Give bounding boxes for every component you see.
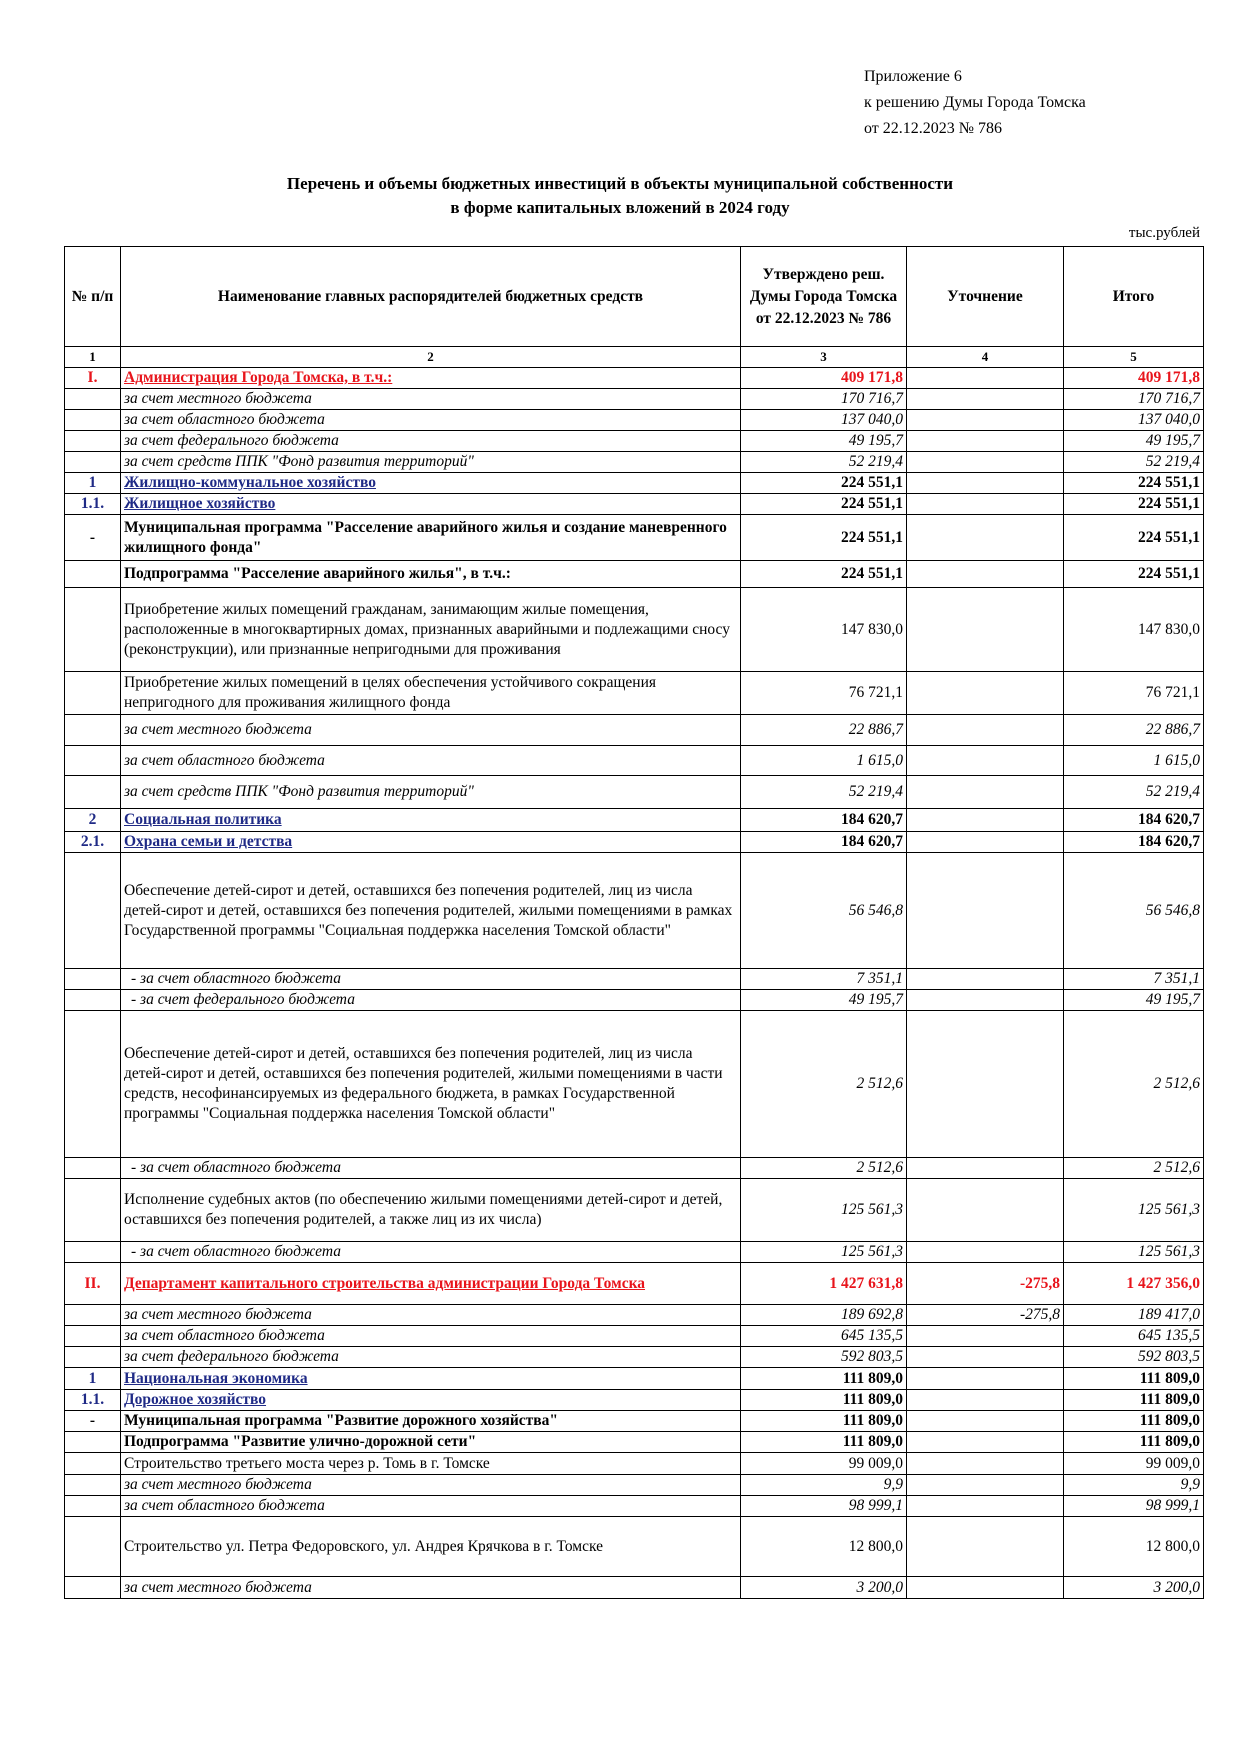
cell-no: [65, 1577, 121, 1599]
cell-approved: 184 620,7: [741, 832, 907, 853]
cell-change: [907, 1158, 1064, 1179]
cell-approved: 645 135,5: [741, 1326, 907, 1347]
table-row: [65, 561, 1204, 588]
cell-no: [65, 776, 121, 809]
cell-approved: 170 716,7: [741, 389, 907, 410]
cell-approved: 189 692,8: [741, 1305, 907, 1326]
cell-approved: 22 886,7: [741, 715, 907, 746]
cell-no: [65, 715, 121, 746]
table-row: [65, 832, 1204, 853]
cell-no: [65, 1517, 121, 1577]
table-row: [65, 1263, 1204, 1305]
table-row: [65, 1517, 1204, 1577]
cell-approved: 184 620,7: [741, 809, 907, 832]
cell-no: [65, 853, 121, 969]
cell-approved: 49 195,7: [741, 431, 907, 452]
cell-change: [907, 746, 1064, 776]
cell-total: 111 809,0: [1064, 1390, 1204, 1411]
cell-change: [907, 452, 1064, 473]
cell-total: 125 561,3: [1064, 1179, 1204, 1242]
cell-total: 76 721,1: [1064, 672, 1204, 715]
cell-name: Охрана семьи и детства: [121, 832, 741, 853]
cell-change: [907, 1390, 1064, 1411]
cell-total: 224 551,1: [1064, 561, 1204, 588]
cell-approved: 111 809,0: [741, 1390, 907, 1411]
cell-name: Строительство ул. Петра Федоровского, ул. Андрея Крячкова в г. Томске: [121, 1517, 741, 1577]
table-row: [65, 672, 1204, 715]
cell-no: [65, 1453, 121, 1475]
cell-total: 170 716,7: [1064, 389, 1204, 410]
cell-no: 1.1.: [65, 1390, 121, 1411]
cell-name: Социальная политика: [121, 809, 741, 832]
cell-approved: 99 009,0: [741, 1453, 907, 1475]
cell-no: I.: [65, 368, 121, 389]
cell-change: [907, 1011, 1064, 1158]
table-body: [65, 368, 1204, 1599]
header-change: Уточнение: [907, 247, 1064, 347]
cell-name: Жилищное хозяйство: [121, 494, 741, 515]
cell-change: [907, 1496, 1064, 1517]
cell-total: 645 135,5: [1064, 1326, 1204, 1347]
cell-total: 111 809,0: [1064, 1432, 1204, 1453]
column-index-row: [65, 347, 1204, 368]
cell-approved: 98 999,1: [741, 1496, 907, 1517]
cell-change: [907, 588, 1064, 672]
col-index: 3: [741, 347, 907, 368]
cell-approved: 224 551,1: [741, 561, 907, 588]
cell-change: [907, 1475, 1064, 1496]
table-row: [65, 431, 1204, 452]
col-index: 1: [65, 347, 121, 368]
cell-total: 12 800,0: [1064, 1517, 1204, 1577]
cell-change: -275,8: [907, 1305, 1064, 1326]
cell-approved: 125 561,3: [741, 1179, 907, 1242]
table-row: [65, 1326, 1204, 1347]
cell-approved: 592 803,5: [741, 1347, 907, 1368]
cell-no: 1: [65, 1368, 121, 1390]
cell-total: 137 040,0: [1064, 410, 1204, 431]
cell-total: 409 171,8: [1064, 368, 1204, 389]
table-row: [65, 473, 1204, 494]
cell-name: Муниципальная программа "Развитие дорожного хозяйства": [121, 1411, 741, 1432]
title-line-2: в форме капитальных вложений в 2024 году: [450, 198, 790, 217]
cell-name: Дорожное хозяйство: [121, 1390, 741, 1411]
cell-no: II.: [65, 1263, 121, 1305]
cell-name: - за счет областного бюджета: [121, 969, 741, 990]
cell-no: 2.1.: [65, 832, 121, 853]
cell-change: [907, 473, 1064, 494]
table-row: [65, 1496, 1204, 1517]
cell-no: [65, 1179, 121, 1242]
appendix-line-1: Приложение 6: [864, 68, 962, 85]
cell-total: 3 200,0: [1064, 1577, 1204, 1599]
table-row: [65, 588, 1204, 672]
cell-name: - за счет областного бюджета: [121, 1242, 741, 1263]
cell-no: [65, 431, 121, 452]
cell-total: 1 615,0: [1064, 746, 1204, 776]
cell-total: 99 009,0: [1064, 1453, 1204, 1475]
cell-change: [907, 1368, 1064, 1390]
cell-change: [907, 853, 1064, 969]
table-row: [65, 410, 1204, 431]
cell-name: за счет местного бюджета: [121, 389, 741, 410]
cell-change: [907, 368, 1064, 389]
cell-approved: 224 551,1: [741, 494, 907, 515]
table-row: [65, 1242, 1204, 1263]
cell-name: Обеспечение детей-сирот и детей, оставшихся без попечения родителей, лиц из числа детей-сирот и детей, оставшихся без попечения родителей, жилыми помещениями в рамках Государственной программы "Социальная поддержка населения Томской области": [121, 853, 741, 969]
cell-change: [907, 672, 1064, 715]
cell-no: [65, 1242, 121, 1263]
cell-total: 2 512,6: [1064, 1011, 1204, 1158]
cell-change: [907, 1577, 1064, 1599]
cell-total: 49 195,7: [1064, 431, 1204, 452]
cell-name: - за счет областного бюджета: [121, 1158, 741, 1179]
cell-approved: 111 809,0: [741, 1432, 907, 1453]
cell-approved: 111 809,0: [741, 1368, 907, 1390]
cell-total: 7 351,1: [1064, 969, 1204, 990]
table-row: [65, 853, 1204, 969]
cell-approved: 2 512,6: [741, 1158, 907, 1179]
cell-name: Департамент капитального строительства администрации Города Томска: [121, 1263, 741, 1305]
cell-name: Исполнение судебных актов (по обеспечению жилыми помещениями детей-сирот и детей, оставшихся без попечения родителей, а также лиц из их числа): [121, 1179, 741, 1242]
table-row: [65, 1347, 1204, 1368]
cell-no: [65, 1011, 121, 1158]
cell-total: 184 620,7: [1064, 809, 1204, 832]
cell-total: 2 512,6: [1064, 1158, 1204, 1179]
cell-total: 52 219,4: [1064, 776, 1204, 809]
cell-change: [907, 1179, 1064, 1242]
cell-change: [907, 1326, 1064, 1347]
cell-no: [65, 969, 121, 990]
cell-approved: 224 551,1: [741, 473, 907, 494]
cell-total: 189 417,0: [1064, 1305, 1204, 1326]
cell-change: [907, 1517, 1064, 1577]
header-approved: Утверждено реш. Думы Города Томска от 22.12.2023 № 786: [741, 247, 907, 347]
cell-total: 1 427 356,0: [1064, 1263, 1204, 1305]
cell-approved: 111 809,0: [741, 1411, 907, 1432]
cell-no: -: [65, 1411, 121, 1432]
cell-change: [907, 776, 1064, 809]
cell-approved: 147 830,0: [741, 588, 907, 672]
cell-total: 111 809,0: [1064, 1411, 1204, 1432]
cell-approved: 2 512,6: [741, 1011, 907, 1158]
cell-no: [65, 452, 121, 473]
cell-no: [65, 672, 121, 715]
cell-name: Жилищно-коммунальное хозяйство: [121, 473, 741, 494]
table-row: [65, 990, 1204, 1011]
cell-no: 1: [65, 473, 121, 494]
cell-total: 98 999,1: [1064, 1496, 1204, 1517]
cell-total: 592 803,5: [1064, 1347, 1204, 1368]
cell-no: 1.1.: [65, 494, 121, 515]
cell-change: [907, 809, 1064, 832]
cell-name: Администрация Города Томска, в т.ч.:: [121, 368, 741, 389]
cell-total: 224 551,1: [1064, 515, 1204, 561]
cell-name: за счет областного бюджета: [121, 1496, 741, 1517]
cell-name: за счет федерального бюджета: [121, 1347, 741, 1368]
units-label: тыс.рублей: [1128, 225, 1200, 241]
cell-change: [907, 515, 1064, 561]
cell-no: [65, 1305, 121, 1326]
cell-name: за счет областного бюджета: [121, 746, 741, 776]
cell-total: 56 546,8: [1064, 853, 1204, 969]
col-index: 5: [1064, 347, 1204, 368]
cell-total: 49 195,7: [1064, 990, 1204, 1011]
cell-total: 22 886,7: [1064, 715, 1204, 746]
table-row: [65, 1577, 1204, 1599]
table-row: [65, 1179, 1204, 1242]
cell-approved: 409 171,8: [741, 368, 907, 389]
cell-total: 52 219,4: [1064, 452, 1204, 473]
cell-change: [907, 431, 1064, 452]
header-no: № п/п: [65, 247, 121, 347]
cell-approved: 224 551,1: [741, 515, 907, 561]
cell-no: [65, 1326, 121, 1347]
table-row: [65, 1011, 1204, 1158]
cell-approved: 137 040,0: [741, 410, 907, 431]
title-line-1: Перечень и объемы бюджетных инвестиций в объекты муниципальной собственности: [286, 174, 954, 193]
table-row: [65, 1475, 1204, 1496]
cell-no: [65, 1347, 121, 1368]
table-row: [65, 1368, 1204, 1390]
cell-change: [907, 969, 1064, 990]
cell-change: [907, 1242, 1064, 1263]
table-row: [65, 452, 1204, 473]
table-row: [65, 1158, 1204, 1179]
cell-name: за счет местного бюджета: [121, 1305, 741, 1326]
table-row: [65, 1305, 1204, 1326]
cell-name: Строительство третьего моста через р. Томь в г. Томске: [121, 1453, 741, 1475]
cell-change: [907, 389, 1064, 410]
cell-total: 9,9: [1064, 1475, 1204, 1496]
table-row: [65, 1411, 1204, 1432]
table-row: [65, 1390, 1204, 1411]
cell-no: [65, 410, 121, 431]
cell-name: - за счет федерального бюджета: [121, 990, 741, 1011]
cell-change: [907, 561, 1064, 588]
cell-no: [65, 389, 121, 410]
cell-change: [907, 715, 1064, 746]
cell-approved: 125 561,3: [741, 1242, 907, 1263]
cell-change: [907, 1453, 1064, 1475]
table-row: [65, 515, 1204, 561]
cell-name: Подпрограмма "Расселение аварийного жилья", в т.ч.:: [121, 561, 741, 588]
cell-total: 147 830,0: [1064, 588, 1204, 672]
cell-name: за счет средств ППК "Фонд развития территорий": [121, 776, 741, 809]
budget-table: [64, 246, 1204, 1599]
cell-total: 184 620,7: [1064, 832, 1204, 853]
appendix-note: [864, 64, 1086, 142]
cell-name: Подпрограмма "Развитие улично-дорожной сети": [121, 1432, 741, 1453]
cell-name: Приобретение жилых помещений в целях обеспечения устойчивого сокращения непригодного для проживания жилищного фонда: [121, 672, 741, 715]
cell-name: за счет областного бюджета: [121, 410, 741, 431]
cell-no: [65, 1475, 121, 1496]
document-title: [60, 172, 1180, 220]
cell-total: 224 551,1: [1064, 494, 1204, 515]
table-row: [65, 1432, 1204, 1453]
cell-name: за счет средств ППК "Фонд развития территорий": [121, 452, 741, 473]
col-index: 4: [907, 347, 1064, 368]
cell-name: за счет местного бюджета: [121, 715, 741, 746]
cell-no: -: [65, 515, 121, 561]
cell-change: [907, 1432, 1064, 1453]
appendix-line-3: от 22.12.2023 № 786: [864, 120, 1003, 137]
appendix-line-2: к решению Думы Города Томска: [864, 94, 1086, 111]
cell-name: Приобретение жилых помещений гражданам, занимающим жилые помещения, расположенные в многоквартирных домах, признанных аварийными и подлежащими сносу (реконструкции), или признанные непригодными для проживания: [121, 588, 741, 672]
cell-approved: 3 200,0: [741, 1577, 907, 1599]
table-row: [65, 969, 1204, 990]
cell-no: [65, 1158, 121, 1179]
cell-approved: 56 546,8: [741, 853, 907, 969]
header-total: Итого: [1064, 247, 1204, 347]
cell-change: [907, 1411, 1064, 1432]
cell-no: [65, 588, 121, 672]
cell-no: 2: [65, 809, 121, 832]
cell-no: [65, 1496, 121, 1517]
col-index: 2: [121, 347, 741, 368]
cell-approved: 9,9: [741, 1475, 907, 1496]
cell-approved: 49 195,7: [741, 990, 907, 1011]
table-row: [65, 715, 1204, 746]
table-row: [65, 389, 1204, 410]
cell-name: за счет местного бюджета: [121, 1475, 741, 1496]
table-row: [65, 494, 1204, 515]
cell-total: 224 551,1: [1064, 473, 1204, 494]
cell-approved: 52 219,4: [741, 452, 907, 473]
cell-approved: 7 351,1: [741, 969, 907, 990]
table-header-row: [65, 247, 1204, 347]
cell-total: 111 809,0: [1064, 1368, 1204, 1390]
cell-no: [65, 746, 121, 776]
cell-name: Муниципальная программа "Расселение аварийного жилья и создание маневренного жилищного фонда": [121, 515, 741, 561]
cell-total: 125 561,3: [1064, 1242, 1204, 1263]
cell-change: [907, 494, 1064, 515]
cell-change: [907, 832, 1064, 853]
table-row: [65, 746, 1204, 776]
table-row: [65, 809, 1204, 832]
cell-change: [907, 1347, 1064, 1368]
cell-name: за счет федерального бюджета: [121, 431, 741, 452]
table-row: [65, 368, 1204, 389]
cell-change: [907, 410, 1064, 431]
cell-no: [65, 990, 121, 1011]
cell-name: за счет областного бюджета: [121, 1326, 741, 1347]
cell-name: Национальная экономика: [121, 1368, 741, 1390]
table-row: [65, 1453, 1204, 1475]
table-row: [65, 776, 1204, 809]
cell-approved: 1 427 631,8: [741, 1263, 907, 1305]
cell-no: [65, 1432, 121, 1453]
header-name: Наименование главных распорядителей бюджетных средств: [121, 247, 741, 347]
cell-change: [907, 990, 1064, 1011]
cell-approved: 52 219,4: [741, 776, 907, 809]
cell-no: [65, 561, 121, 588]
cell-approved: 12 800,0: [741, 1517, 907, 1577]
cell-name: за счет местного бюджета: [121, 1577, 741, 1599]
cell-change: -275,8: [907, 1263, 1064, 1305]
cell-approved: 1 615,0: [741, 746, 907, 776]
cell-name: Обеспечение детей-сирот и детей, оставшихся без попечения родителей, лиц из числа детей-сирот и детей, оставшихся без попечения родителей, жилыми помещениями в части средств, несофинансируемых из федерального бюджета, в рамках Государственной программы "Социальная поддержка населения Томской области": [121, 1011, 741, 1158]
cell-approved: 76 721,1: [741, 672, 907, 715]
